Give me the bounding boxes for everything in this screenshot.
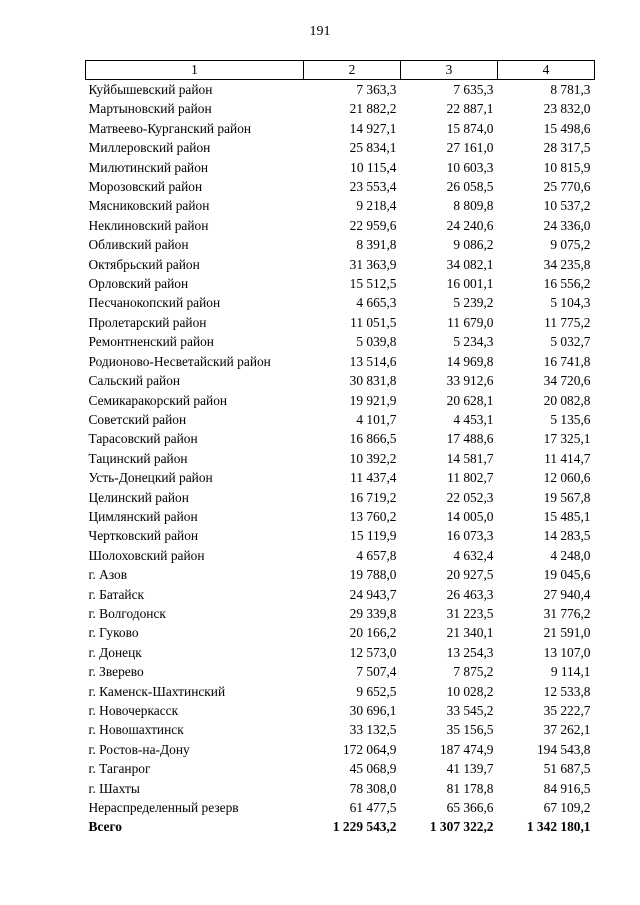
row-label: Тацинский район (88, 450, 188, 466)
row-label: Чертковский район (88, 528, 199, 544)
row-value-col-3: 5 239,2 (453, 295, 494, 311)
row-value-col-3: 4 632,4 (453, 547, 494, 563)
row-value-col-2: 11 051,5 (350, 314, 397, 330)
row-value-col-4: 194 543,8 (536, 741, 591, 757)
row-value-col-3: 35 156,5 (446, 722, 494, 738)
row-value-col-2: 24 943,7 (349, 586, 397, 602)
budget-table-container (85, 60, 595, 837)
row-value-col-4: 23 832,0 (543, 101, 591, 117)
row-value-col-3: 33 912,6 (446, 373, 494, 389)
table-row (86, 546, 595, 565)
row-value-col-2: 4 665,3 (356, 295, 397, 311)
row-value-col-2: 78 308,0 (349, 780, 397, 796)
row-value-col-3: 9 086,2 (453, 237, 494, 253)
row-value-col-2: 9 218,4 (356, 198, 397, 214)
row-value-col-3: 34 082,1 (446, 256, 494, 272)
row-label: Миллеровский район (88, 140, 211, 156)
row-label: Морозовский район (88, 179, 203, 195)
row-value-col-4: 84 916,5 (543, 780, 591, 796)
row-value-col-4: 11 414,7 (544, 450, 591, 466)
row-value-col-4: 27 940,4 (543, 586, 591, 602)
row-value-col-3: 8 809,8 (453, 198, 494, 214)
table-row (86, 701, 595, 720)
table-row (86, 332, 595, 351)
row-value-col-2: 15 512,5 (349, 276, 397, 292)
row-value-col-4: 14 283,5 (543, 528, 591, 544)
row-label: Семикаракорский район (88, 392, 228, 408)
row-value-col-3: 22 887,1 (446, 101, 494, 117)
row-value-col-4: 20 082,8 (543, 392, 591, 408)
row-value-col-4: 31 776,2 (543, 605, 591, 621)
row-value-col-2: 14 927,1 (349, 120, 397, 136)
row-value-col-4: 34 720,6 (543, 373, 591, 389)
row-value-col-3: 187 474,9 (439, 741, 494, 757)
row-value-col-2: 25 834,1 (349, 140, 397, 156)
row-value-col-2: 61 477,5 (349, 800, 397, 816)
row-value-col-4: 35 222,7 (543, 703, 591, 718)
row-value-col-2: 4 101,7 (356, 411, 397, 427)
table-row (86, 488, 595, 507)
table-row (86, 410, 595, 429)
row-label: Цимлянский район (88, 508, 198, 524)
row-value-col-3: 65 366,6 (446, 800, 494, 816)
table-row (86, 352, 595, 371)
table-row (86, 682, 595, 701)
row-label: Пролетарский район (88, 314, 207, 330)
table-row (86, 274, 595, 293)
row-label: г. Ростов-на-Дону (88, 741, 190, 757)
row-label: Целинский район (88, 489, 189, 505)
row-value-col-2: 29 339,8 (349, 605, 397, 621)
row-value-col-2: 33 132,5 (349, 722, 397, 738)
row-value-col-2: 172 064,9 (342, 741, 397, 757)
row-value-col-4: 12 060,6 (543, 470, 591, 486)
header-row (86, 61, 595, 80)
row-value-col-3: 15 874,0 (446, 120, 494, 136)
row-label: г. Азов (88, 567, 128, 583)
row-value-col-4: 34 235,8 (543, 256, 591, 272)
row-value-col-4: 37 262,1 (543, 722, 591, 738)
row-value-col-2: 31 363,9 (349, 256, 397, 272)
total-value-col-3: 1 307 322,2 (429, 819, 494, 835)
row-label: г. Таганрог (88, 761, 151, 777)
row-value-col-4: 10 815,9 (543, 159, 591, 175)
row-value-col-3: 41 139,7 (446, 761, 494, 777)
row-value-col-4: 5 104,3 (550, 295, 591, 311)
row-value-col-4: 8 781,3 (550, 82, 591, 97)
row-value-col-3: 7 875,2 (453, 664, 494, 680)
row-label: г. Каменск-Шахтинский (88, 683, 226, 699)
row-value-col-3: 16 001,1 (446, 276, 494, 292)
table-row (86, 158, 595, 177)
row-value-col-2: 20 166,2 (349, 625, 397, 641)
row-value-col-3: 20 628,1 (446, 392, 494, 408)
table-row (86, 585, 595, 604)
row-value-col-4: 21 591,0 (543, 625, 591, 641)
row-value-col-3: 16 073,3 (446, 528, 494, 544)
row-value-col-4: 24 336,0 (543, 217, 591, 233)
row-label: Советский район (88, 411, 187, 427)
row-value-col-3: 22 052,3 (446, 489, 494, 505)
table-row (86, 80, 595, 100)
row-label: г. Волгодонск (88, 605, 166, 621)
table-row (86, 720, 595, 739)
row-value-col-2: 13 514,6 (349, 353, 397, 369)
row-value-col-4: 13 107,0 (543, 644, 591, 660)
row-label: Сальский район (88, 373, 181, 389)
row-value-col-3: 20 927,5 (446, 567, 494, 583)
row-value-col-4: 67 109,2 (543, 800, 591, 816)
row-value-col-2: 10 115,4 (350, 159, 397, 175)
total-label: Всего (88, 819, 122, 835)
row-value-col-4: 28 317,5 (543, 140, 591, 156)
row-value-col-2: 30 831,8 (349, 373, 397, 389)
row-value-col-2: 5 039,8 (356, 334, 397, 350)
table-body (86, 80, 595, 837)
row-value-col-3: 7 635,3 (453, 82, 494, 97)
row-value-col-3: 14 581,7 (446, 450, 494, 466)
row-value-col-2: 21 882,2 (349, 101, 397, 117)
table-row (86, 507, 595, 526)
row-value-col-4: 4 248,0 (550, 547, 591, 563)
table-row (86, 526, 595, 545)
row-value-col-3: 11 802,7 (447, 470, 494, 486)
row-value-col-3: 26 058,5 (446, 179, 494, 195)
table-row (86, 662, 595, 681)
total-value-col-4: 1 342 180,1 (526, 819, 591, 835)
total-row (86, 817, 595, 836)
table-row (86, 643, 595, 662)
table-row (86, 196, 595, 215)
row-label: Обливский район (88, 237, 189, 253)
row-label: Октябрьский район (88, 256, 200, 272)
row-value-col-3: 10 028,2 (446, 683, 494, 699)
row-label: Усть-Донецкий район (88, 470, 213, 486)
row-value-col-3: 10 603,3 (446, 159, 494, 175)
row-value-col-3: 27 161,0 (446, 140, 494, 156)
row-value-col-2: 22 959,6 (349, 217, 397, 233)
row-value-col-3: 4 453,1 (453, 411, 494, 427)
table-row (86, 759, 595, 778)
row-value-col-3: 81 178,8 (446, 780, 494, 796)
row-value-col-3: 24 240,6 (446, 217, 494, 233)
table-row (86, 429, 595, 448)
row-value-col-2: 11 437,4 (350, 470, 397, 486)
row-value-col-4: 9 114,1 (550, 664, 591, 680)
row-value-col-4: 5 032,7 (550, 334, 591, 350)
row-label: г. Новочеркасск (88, 703, 179, 718)
table-row (86, 99, 595, 118)
page-number: 191 (309, 24, 331, 39)
row-value-col-2: 4 657,8 (356, 547, 397, 563)
row-value-col-3: 5 234,3 (453, 334, 494, 350)
row-value-col-4: 11 775,2 (544, 314, 591, 330)
row-value-col-2: 12 573,0 (349, 644, 397, 660)
row-value-col-3: 17 488,6 (446, 431, 494, 447)
table-row (86, 740, 595, 759)
row-label: Милютинский район (88, 159, 209, 175)
column-header-1: 1 (86, 61, 304, 80)
row-value-col-4: 12 533,8 (543, 683, 591, 699)
table-row (86, 216, 595, 235)
table-row (86, 371, 595, 390)
row-value-col-2: 45 068,9 (349, 761, 397, 777)
table-row (86, 138, 595, 157)
row-label: г. Шахты (88, 780, 140, 796)
row-value-col-3: 14 969,8 (446, 353, 494, 369)
row-value-col-2: 19 788,0 (349, 567, 397, 583)
row-value-col-3: 21 340,1 (446, 625, 494, 641)
row-value-col-2: 30 696,1 (349, 703, 397, 718)
row-value-col-2: 13 760,2 (349, 508, 397, 524)
row-value-col-3: 31 223,5 (446, 605, 494, 621)
row-label: Мартыновский район (88, 101, 212, 117)
row-value-col-4: 16 556,2 (543, 276, 591, 292)
table-row (86, 177, 595, 196)
table-row (86, 798, 595, 817)
budget-table (85, 60, 595, 837)
row-value-col-4: 15 498,6 (543, 120, 591, 136)
row-value-col-4: 17 325,1 (543, 431, 591, 447)
row-label: г. Новошахтинск (88, 722, 184, 738)
row-value-col-2: 23 553,4 (349, 179, 397, 195)
row-value-col-3: 11 679,0 (447, 314, 494, 330)
row-label: Мясниковский район (88, 198, 210, 214)
row-value-col-2: 9 652,5 (356, 683, 397, 699)
table-row (86, 235, 595, 254)
row-label: Неклиновский район (88, 217, 209, 233)
table-row (86, 565, 595, 584)
column-header-2: 2 (304, 61, 401, 80)
row-value-col-4: 51 687,5 (543, 761, 591, 777)
table-row (86, 119, 595, 138)
row-value-col-2: 8 391,8 (356, 237, 397, 253)
row-value-col-3: 33 545,2 (446, 703, 494, 718)
row-value-col-4: 19 567,8 (543, 489, 591, 505)
table-row (86, 255, 595, 274)
table-row (86, 604, 595, 623)
row-value-col-3: 26 463,3 (446, 586, 494, 602)
row-label: Ремонтненский район (88, 334, 214, 350)
row-label: Куйбышевский район (88, 82, 213, 97)
row-label: Шолоховский район (88, 547, 205, 563)
row-value-col-4: 15 485,1 (543, 508, 591, 524)
row-value-col-4: 25 770,6 (543, 179, 591, 195)
row-value-col-2: 16 719,2 (349, 489, 397, 505)
row-label: Нераспределенный резерв (88, 800, 239, 816)
row-label: г. Донецк (88, 644, 142, 660)
table-row (86, 391, 595, 410)
row-label: Песчанокопский район (88, 295, 221, 311)
table-row (86, 293, 595, 312)
table-row (86, 449, 595, 468)
row-label: Родионово-Несветайский район (88, 353, 271, 369)
row-value-col-2: 10 392,2 (349, 450, 397, 466)
row-value-col-2: 7 363,3 (356, 82, 397, 97)
row-label: г. Зверево (88, 664, 144, 680)
table-row (86, 623, 595, 642)
row-value-col-2: 7 507,4 (356, 664, 397, 680)
total-value-col-2: 1 229 543,2 (332, 819, 397, 835)
column-header-4: 4 (498, 61, 595, 80)
table-row (86, 468, 595, 487)
row-value-col-2: 19 921,9 (349, 392, 397, 408)
row-label: Орловский район (88, 276, 189, 292)
row-label: Матвеево-Курганский район (88, 120, 252, 136)
row-value-col-2: 16 866,5 (349, 431, 397, 447)
row-label: г. Батайск (88, 586, 145, 602)
row-value-col-3: 14 005,0 (446, 508, 494, 524)
row-label: Тарасовский район (88, 431, 198, 447)
row-value-col-4: 19 045,6 (543, 567, 591, 583)
table-header (86, 61, 595, 80)
row-value-col-2: 15 119,9 (350, 528, 397, 544)
row-label: г. Гуково (88, 625, 139, 641)
table-row (86, 779, 595, 798)
row-value-col-4: 16 741,8 (543, 353, 591, 369)
row-value-col-3: 13 254,3 (446, 644, 494, 660)
row-value-col-4: 5 135,6 (550, 411, 591, 427)
row-value-col-4: 10 537,2 (543, 198, 591, 214)
row-value-col-4: 9 075,2 (550, 237, 591, 253)
column-header-3: 3 (401, 61, 498, 80)
table-row (86, 313, 595, 332)
